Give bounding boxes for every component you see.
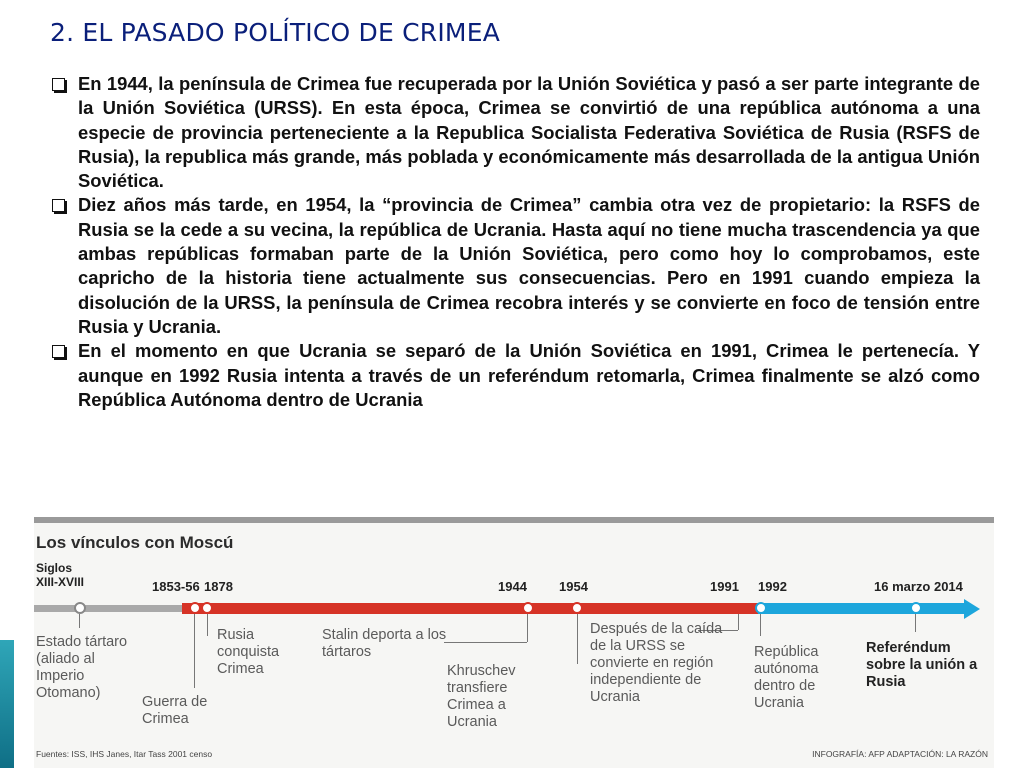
timeline-marker xyxy=(571,602,583,614)
timeline-leader-line xyxy=(760,614,761,636)
timeline-year-1878: 1878 xyxy=(204,579,233,594)
checkbox-bullet-icon xyxy=(52,199,65,212)
timeline-leader-line xyxy=(194,614,195,688)
timeline-year-2014: 16 marzo 2014 xyxy=(874,579,963,594)
timeline-label-centuries: Siglos XIII-XVIII xyxy=(36,561,85,589)
timeline-marker xyxy=(910,602,922,614)
slide-title: 2. EL PASADO POLÍTICO DE CRIMEA xyxy=(50,18,500,47)
timeline-bar-ukraine xyxy=(758,603,966,614)
checkbox-bullet-icon xyxy=(52,345,65,358)
infographic-credit: INFOGRAFÍA: AFP ADAPTACIÓN: LA RAZÓN xyxy=(812,749,988,759)
event-ussr-fall: Después de la caída de la URSS se convierte en región independiente de Ucrania xyxy=(590,621,723,705)
slide-accent-bar xyxy=(0,640,14,768)
timeline-bar-soviet xyxy=(182,603,758,614)
timeline-leader-line xyxy=(444,642,527,643)
bullet-list xyxy=(48,72,980,412)
timeline-leader-line xyxy=(915,614,916,632)
bullet-text: Diez años más tarde, en 1954, la “provincia de Crimea” cambia otra vez de propietario: la RSFS de Rusia se la cede a su vecina, la república de Ucrania. Hasta aquí no tiene mucha trascendencia ya que ambas repúblicas formaban parte de la Unión Soviética, pero como hoy lo comprobamos, este capricho de la historia tiene actualmente sus consecuencias. Pero en 1991 cuando empieza la disolución de la URSS, la península de Crimea recobra interés y se convierte en foco de tensión entre Rusia y Ucrania. xyxy=(78,194,980,337)
timeline-marker xyxy=(755,602,767,614)
timeline-marker xyxy=(522,602,534,614)
bullet-item xyxy=(48,72,980,193)
timeline-marker xyxy=(74,602,86,614)
timeline-leader-line xyxy=(527,614,528,642)
timeline-arrow-icon xyxy=(964,599,980,619)
timeline-infographic xyxy=(34,517,994,768)
timeline-leader-line xyxy=(577,614,578,664)
event-tartar-state: Estado tártaro (aliado al Imperio Otomano) xyxy=(36,634,128,701)
event-crimean-war: Guerra de Crimea xyxy=(142,694,208,727)
timeline-year-1991: 1991 xyxy=(710,579,739,594)
timeline-leader-line xyxy=(79,614,80,628)
infographic-sources: Fuentes: ISS, IHS Janes, Itar Tass 2001 censo xyxy=(36,749,213,759)
event-autonomous-republic: República autónoma dentro de Ucrania xyxy=(754,644,819,711)
bullet-item xyxy=(48,193,980,339)
infographic-top-border xyxy=(34,517,994,523)
bullet-text: En 1944, la península de Crimea fue recuperada por la Unión Soviética y pasó a ser parte integrante de la Unión Soviética (URSS). En esta época, Crimea se convirtió de una república autónoma a una especie de provincia perteneciente a la Republica Socialista Federativa Soviética de Rusia (RSFS de Rusia), la republica más grande, más poblada y económicamente más desarrollada de la antigua Unión Soviética. xyxy=(78,73,980,192)
timeline-bar-past xyxy=(34,605,182,612)
timeline-marker xyxy=(189,602,201,614)
bullet-text: En el momento en que Ucrania se separó de la Unión Soviética en 1991, Crimea le pertenecía. Y aunque en 1992 Rusia intenta a través de un referéndum retomarla, Crimea finalmente se alzó como República Autónoma dentro de Ucrania xyxy=(78,340,980,410)
event-referendum: Referéndum sobre la unión a Rusia xyxy=(866,640,978,690)
event-khrushchev-transfer: Khruschev transfiere Crimea a Ucrania xyxy=(447,663,516,730)
timeline-year-1853: 1853-56 xyxy=(152,579,200,594)
timeline-marker xyxy=(201,602,213,614)
event-stalin-deports: Stalin deporta a los tártaros xyxy=(322,627,447,660)
bullet-item xyxy=(48,339,980,412)
timeline-year-1944: 1944 xyxy=(498,579,527,594)
infographic-title: Los vínculos con Moscú xyxy=(36,533,234,552)
checkbox-bullet-icon xyxy=(52,78,65,91)
timeline-year-1992: 1992 xyxy=(758,579,787,594)
timeline-year-1954: 1954 xyxy=(559,579,588,594)
timeline-leader-line xyxy=(207,614,208,636)
event-russia-conquers: Rusia conquista Crimea xyxy=(217,627,280,677)
